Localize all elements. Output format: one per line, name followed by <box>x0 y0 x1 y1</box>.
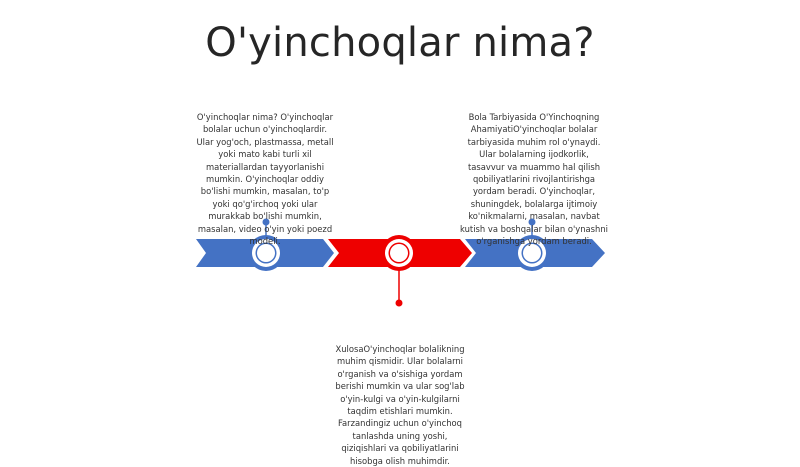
text-block-3: XulosaO'yinchoqlar bolalikning muhim qismidir. Ular bolalarni o'rganish va o'sishiga yordam berishi mumkin va ular sog'lab o'yin-kulgi va o'yin-kulgilarni taqdim etishlari mumkin. Farzandingiz uchun o'yinchoq tanlashda uning yoshi, qiziqishlari va qobiliyatlarini hisobga olish muhimdir. <box>335 344 465 466</box>
text-block-1: O'yinchoqlar nima? O'yinchoqlar bolalar uchun o'yinchoqlardir. Ular yog'och, plastmassa, metall yoki mato kabi turli xil materiallardan tayyorlanishi mumkin. O'yinchoqlar oddiy bo'lishi mumkin, masalan, to'p yoki qo'g'irchoq yoki ular murakkab bo'lishi mumkin, masalan, video o'yin yoki poezd modeli. <box>196 112 334 247</box>
slide-title: O'yinchoqlar nima? <box>205 20 595 66</box>
connector-dot-2 <box>396 300 403 307</box>
text-block-2: Bola Tarbiyasida O'Yinchoqning AhamiyatiO'yinchoqlar bolalar tarbiyasida muhim rol o'ynaydi. Ular bolalarning ijodkorlik, tasavvur va muammo hal qilish qobiliyatlarini rivojlantirishga yordam beradi. O'yinchoqlar, shuningdek, bolalarga ijtimoiy ko'nikmalarni, masalan, navbat kutish va boshqalar bilan o'ynashni o'rganishga yordam beradi. <box>460 112 608 247</box>
timeline-marker-2 <box>381 235 417 271</box>
